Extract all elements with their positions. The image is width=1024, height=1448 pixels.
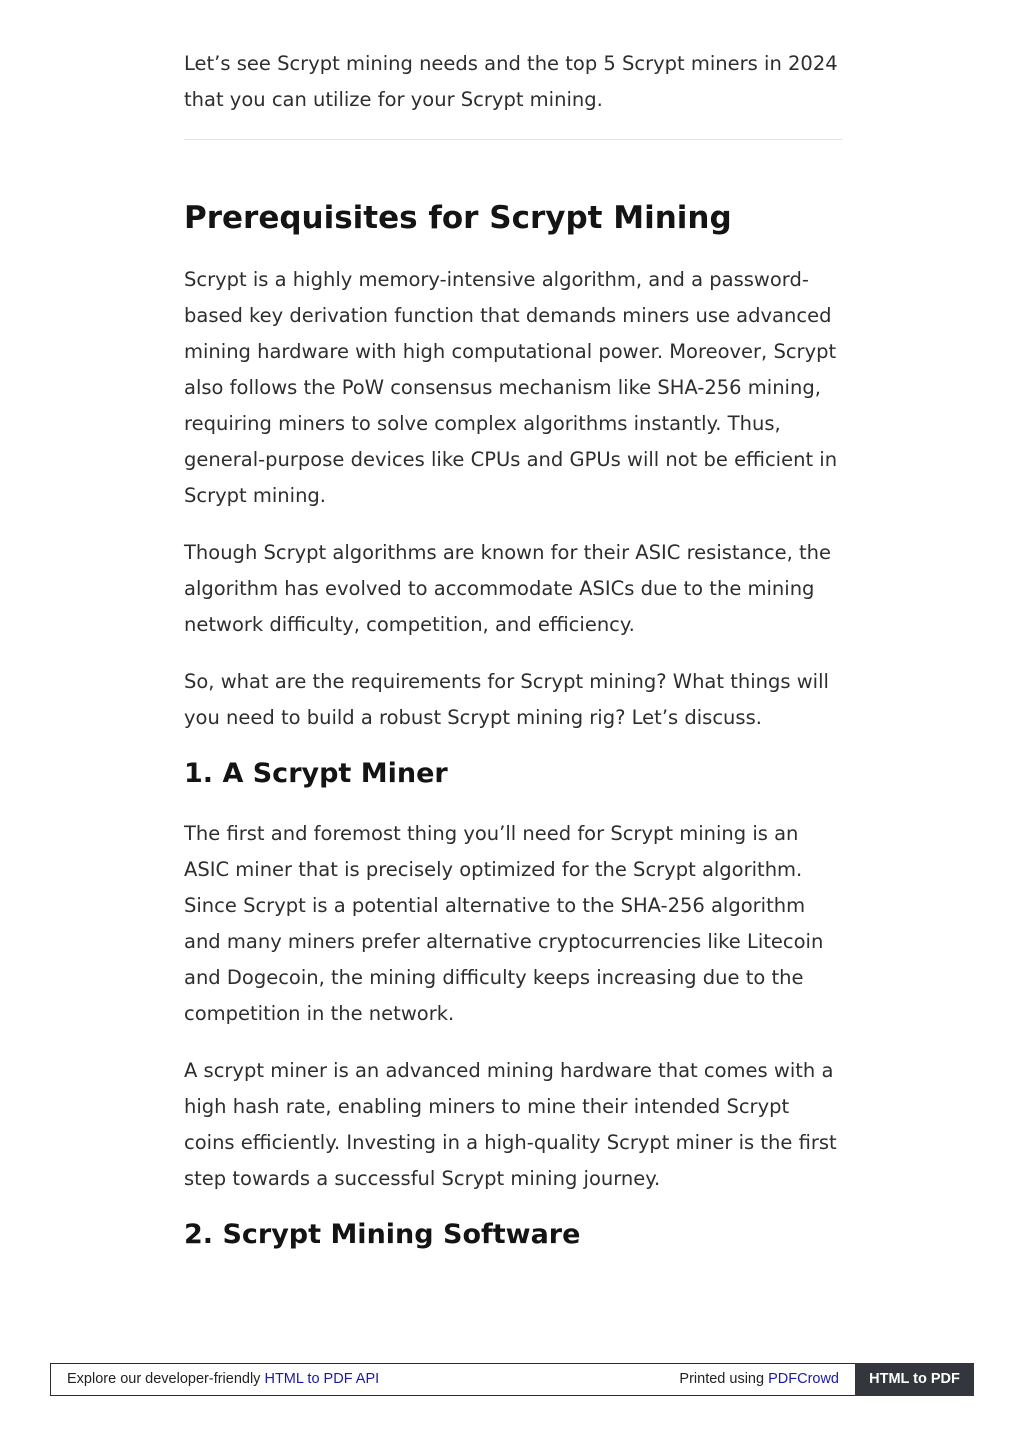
pdfcrowd-link[interactable]: PDFCrowd [768,1371,839,1387]
subsection-title-1: 1. A Scrypt Miner [184,758,448,789]
footer-explore [67,1364,379,1395]
section-paragraph-3: So, what are the requirements for Scrypt mining? What things will you need to build a robust Scrypt mining rig? Let’s discuss. [184,670,829,729]
section-paragraph-2: Though Scrypt algorithms are known for their ASIC resistance, the algorithm has evolved to accommodate ASICs due to the mining network difficulty, competition, and efficiency. [184,541,831,636]
html-to-pdf-button[interactable]: HTML to PDF [855,1363,974,1396]
section-paragraph-1: Scrypt is a highly memory-intensive algorithm, and a password-based key derivation function that demands miners use advanced mining hardware with high computational power. Moreover, Scrypt also follows the PoW consensus mechanism like SHA-256 mining, requiring miners to solve complex algorithms instantly. Thus, general-purpose devices like CPUs and GPUs will not be efficient in Scrypt mining. [184,268,838,507]
section-title: Prerequisites for Scrypt Mining [184,200,732,236]
pdf-footer-banner [50,1363,974,1396]
footer-printed-text: Printed using [679,1371,769,1387]
html-to-pdf-api-link[interactable]: HTML to PDF API [264,1371,380,1387]
intro-paragraph: Let’s see Scrypt mining needs and the top 5 Scrypt miners in 2024 that you can utilize for your Scrypt mining. [184,52,838,111]
subsection-1-paragraph-2: A scrypt miner is an advanced mining hardware that comes with a high hash rate, enabling miners to mine their intended Scrypt coins efficiently. Investing in a high-quality Scrypt miner is the first step towards a successful Scrypt mining journey. [184,1059,837,1190]
footer-explore-text: Explore our developer-friendly [67,1371,265,1387]
subsection-1-paragraph-1: The first and foremost thing you’ll need for Scrypt mining is an ASIC miner that is precisely optimized for the Scrypt algorithm. Since Scrypt is a potential alternative to the SHA-256 algorithm and many miners prefer alternative cryptocurrencies like Litecoin and Dogecoin, the mining difficulty keeps increasing due to the competition in the network. [184,822,824,1025]
footer-printed [679,1364,839,1395]
article [184,46,842,1277]
section-divider [184,139,842,140]
subsection-title-2: 2. Scrypt Mining Software [184,1219,581,1250]
